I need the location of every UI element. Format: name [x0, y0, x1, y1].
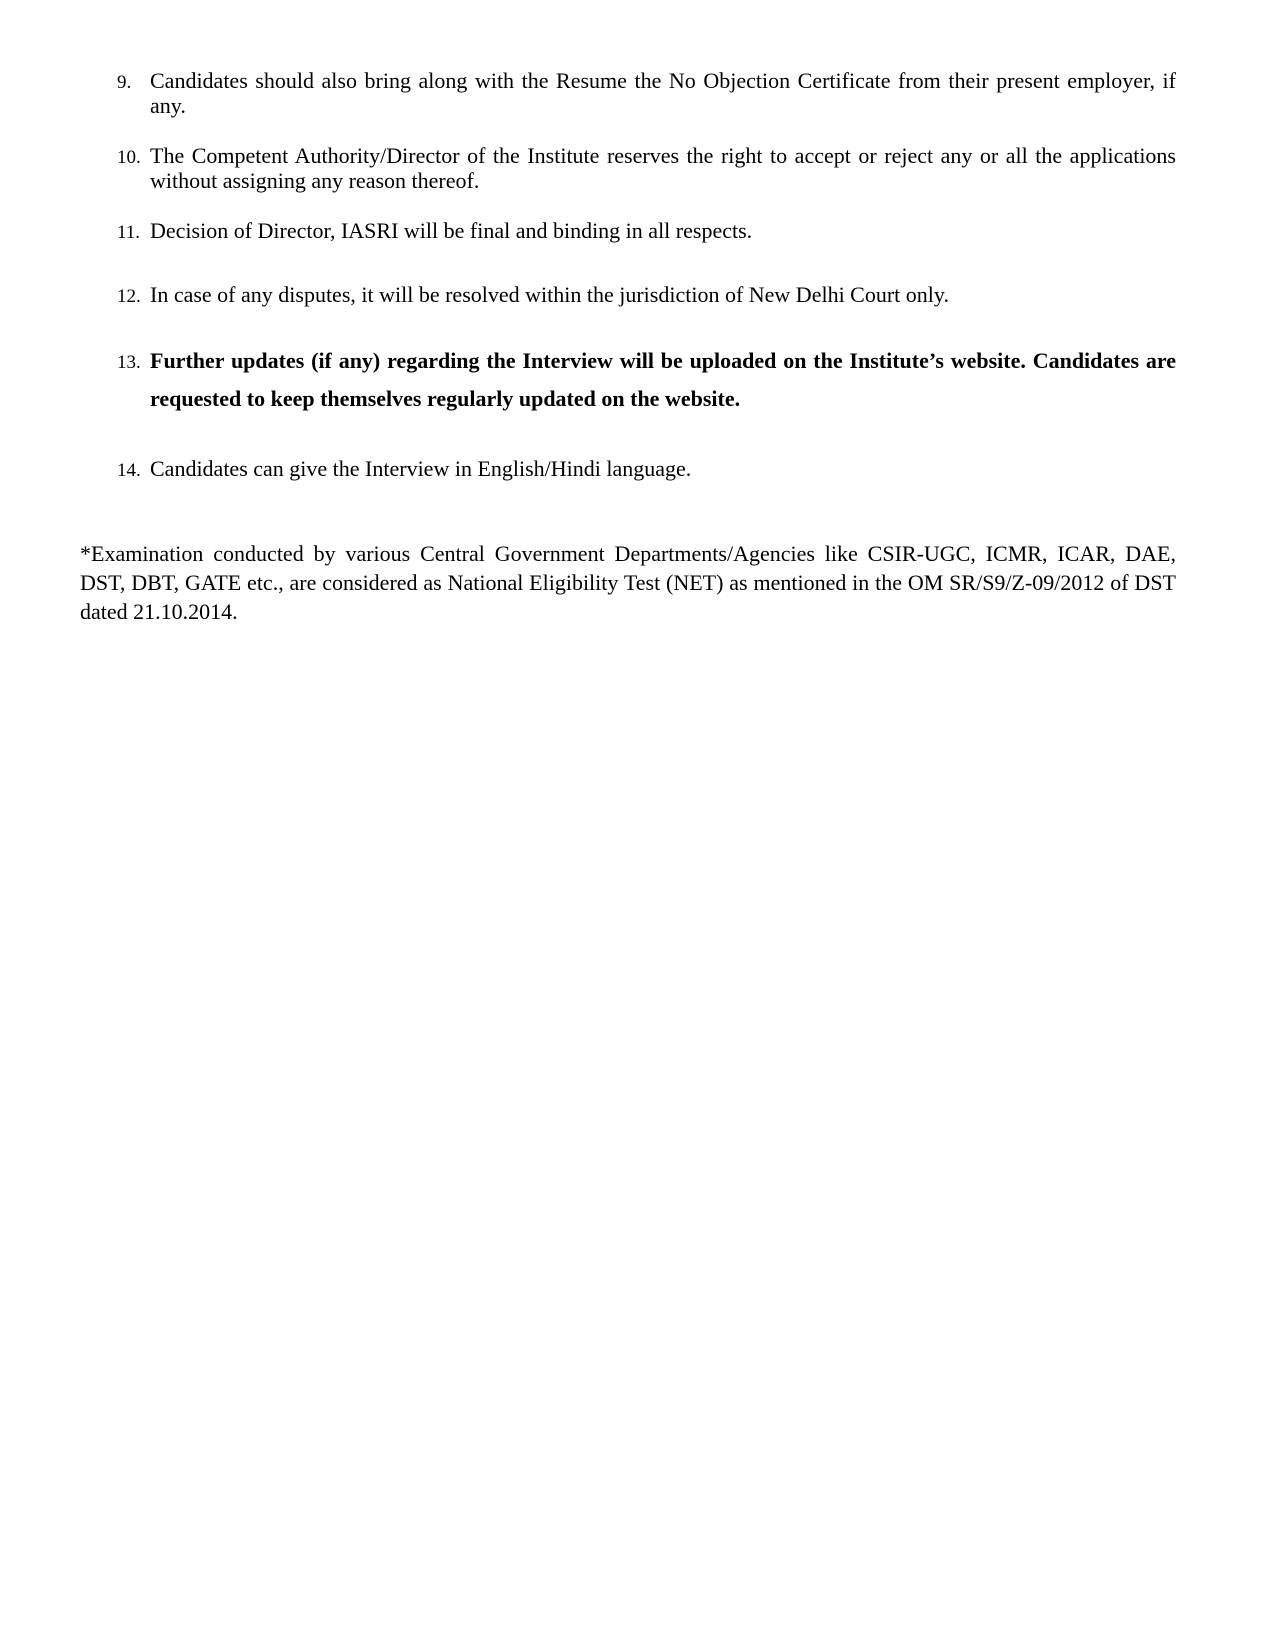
- item-text: Candidates should also bring along with the Resume the No Objection Certificate from their present employer, if any.: [150, 68, 1176, 118]
- list-item-12: [117, 282, 1176, 307]
- list-item-13: [117, 342, 1176, 418]
- list-item-10: [117, 143, 1176, 193]
- list-item-9: [117, 68, 1176, 118]
- list-item-11: [117, 218, 1176, 243]
- item-text: The Competent Authority/Director of the Institute reserves the right to accept or reject any or all the applications without assigning any reason thereof.: [150, 143, 1176, 193]
- item-text: Decision of Director, IASRI will be final and binding in all respects.: [150, 218, 753, 243]
- item-number: 12.: [117, 286, 141, 307]
- item-number: 11.: [117, 222, 141, 243]
- item-text: In case of any disputes, it will be resolved within the jurisdiction of New Delhi Court only.: [150, 282, 949, 307]
- item-text: Candidates can give the Interview in English/Hindi language.: [150, 456, 692, 481]
- footnote: *Examination conducted by various Central Government Departments/Agencies like CSIR-UGC, ICMR, ICAR, DAE, DST, DBT, GATE etc., are considered as National Eligibility Test (NET) as mentioned in the OM SR/S9/Z-09/2012 of DST dated 21.10.2014.: [80, 541, 1176, 624]
- item-text: Further updates (if any) regarding the Interview will be uploaded on the Institute’s website. Candidates are requested to keep themselves regularly updated on the website.: [150, 348, 1176, 411]
- list-item-14: [117, 456, 1176, 481]
- item-number: 14.: [117, 460, 141, 481]
- item-number: 13.: [117, 352, 141, 373]
- item-number: 9.: [117, 72, 132, 93]
- item-number: 10.: [117, 147, 141, 168]
